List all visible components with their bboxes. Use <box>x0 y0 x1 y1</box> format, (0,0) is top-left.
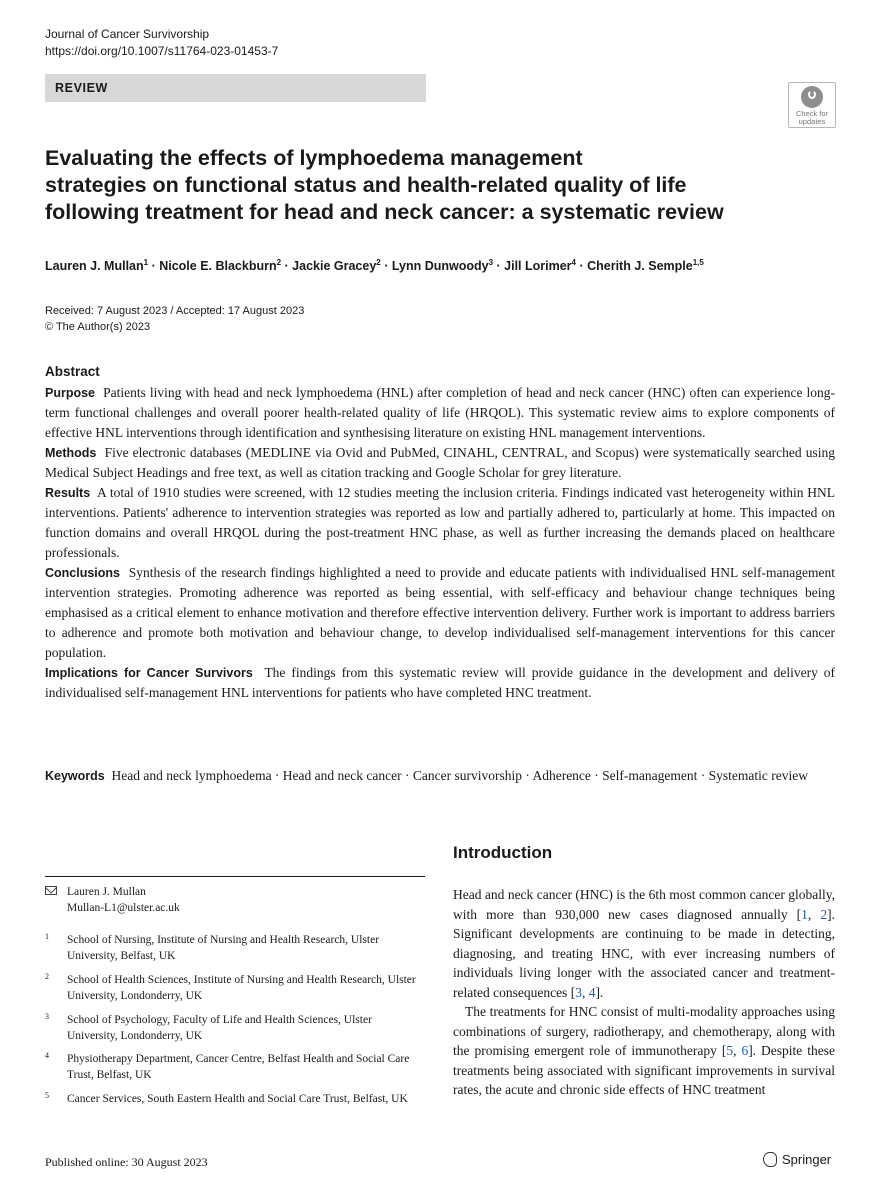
published-date: Published online: 30 August 2023 <box>45 1155 208 1169</box>
intro-text: ]. Significant developments are continuing to be made in detecting, diagnosing, and treating HNC, with ever increasing numbers of individuals living longer with the associated cancer and treatment-related consequences [ <box>453 906 835 1000</box>
received-accepted: Received: 7 August 2023 / Accepted: 17 August 2023 <box>45 305 305 317</box>
crossmark-icon <box>801 86 823 108</box>
affiliation-number: 5 <box>45 1091 49 1100</box>
author-list: Lauren J. Mullan$^1$ · Nicole E. Blackburn$^2$ · Jackie Gracey$^2$ · Lynn Dunwoody$^3$ · Jill Lorimer$^4$ · Cherith J. Semple$^{1,5}$ <box>45 258 704 274</box>
check-updates-line2: updates <box>798 117 826 126</box>
methods-label: Methods <box>45 446 97 460</box>
author-name[interactable]: Lauren J. Mullan <box>45 259 144 274</box>
keywords-text: Head and neck lymphoedema · Head and neck cancer · Cancer survivorship · Adherence · Self-management · Systematic review <box>111 768 808 783</box>
check-updates-line1: Check for <box>795 109 829 118</box>
citation-link[interactable]: 5 <box>726 1043 734 1058</box>
abstract-implications <box>45 663 835 703</box>
abstract-methods <box>45 443 835 483</box>
introduction-paragraph: The treatments for HNC consist of multi-modality approaches using combinations of surgery, radiotherapy, and chemotherapy, along with the promising emergent role of immunotherapy [5, 6]. Despite these treatments being associated with significant improvements in survival rates, the acute and chronic side effects of HNC treatment <box>453 1004 835 1097</box>
purpose-label: Purpose <box>45 386 96 400</box>
citation-link[interactable]: 2 <box>820 906 828 922</box>
check-for-updates-badge[interactable] <box>788 82 836 128</box>
publisher-logo <box>763 1152 831 1167</box>
conclusions-label: Conclusions <box>45 566 121 580</box>
author-affiliation: 1,5 <box>692 258 704 267</box>
abstract-heading: Abstract <box>45 364 100 379</box>
affiliation-number: 1 <box>45 932 49 941</box>
correspondence <box>45 884 180 916</box>
purpose-text: Patients living with head and neck lymphoedema (HNL) after completion of head and neck cancer (HNC) often can experience long-term functional challenges and overall poorer health-related quality of life (HRQOL). This systematic review aims to explore components of effective HNL interventions through identification and synthesising literature on existing HNL management interventions. <box>45 385 835 440</box>
footnote-divider <box>45 876 425 877</box>
title-line: strategies on functional status and health-related quality of life <box>45 173 687 197</box>
author-affiliation: 2 <box>376 258 381 267</box>
envelope-icon <box>45 886 57 895</box>
title-line: Evaluating the effects of lymphoedema management <box>45 146 583 170</box>
article-type-banner: REVIEW <box>45 74 426 102</box>
conclusions-text: Synthesis of the research findings highlighted a need to provide and educate patients with individualised HNL self-management intervention strategies. Promoting adherence was reported as being essential, with self-efficacy and behaviour change techniques being emphasised as a critical element to enhance motivation and therefore effective intervention delivery. Further work is important to address barriers to adherence and promote both motivation and behaviour change, to develop individualised self-management interventions for this cancer population. <box>45 565 835 660</box>
methods-text: Five electronic databases (MEDLINE via Ovid and PubMed, CINAHL, CENTRAL, and Scopus) were systematically searched using Medical Subject Headings and free text, as well as citation tracking and Google Scholar for grey literature. <box>45 445 836 480</box>
results-label: Results <box>45 486 91 500</box>
introduction-body <box>453 885 835 1100</box>
affiliation-number: 4 <box>45 1051 49 1060</box>
implications-label: Implications for Cancer Survivors <box>45 666 253 680</box>
author-name[interactable]: Lynn Dunwoody <box>391 259 489 274</box>
publisher-name: Springer <box>782 1152 832 1167</box>
springer-horse-icon <box>763 1152 777 1167</box>
affiliation <box>45 932 425 964</box>
citation-link[interactable]: 1 <box>801 906 808 922</box>
results-text: A total of 1910 studies were screened, with 12 studies meeting the inclusion criteria. Findings indicated vast heterogeneity within HNL interventions. Patients' adherence to intervention strategies was reported as low and partially adhered to, particularly at home. This impacted on function domains and overall HRQOL during the post-treatment HNC phase, as well as further increasing the demands placed on healthcare professionals. <box>45 485 835 560</box>
citation-link[interactable]: 3 <box>575 984 582 1000</box>
author-name[interactable]: Jill Lorimer <box>504 259 572 274</box>
keywords-section <box>45 766 835 786</box>
intro-text: ]. <box>595 984 604 1000</box>
article-title <box>45 145 805 226</box>
affiliation <box>45 1051 425 1083</box>
implications-text: The findings from this systematic review will provide guidance in the development and delivery of individualised self-management HNL interventions for patients who have completed HNC treatment. <box>45 665 836 700</box>
corresponding-email[interactable]: Mullan-L1@ulster.ac.uk <box>67 902 180 914</box>
intro-text: The treatments for HNC consist of multi-modality approaches using combinations of surgery, radiotherapy, and chemotherapy, along with the promising emergent role of immunotherapy [ <box>453 1004 835 1058</box>
citation-link[interactable]: 4 <box>588 984 596 1000</box>
affiliation <box>45 1012 425 1044</box>
affiliation-text: Cancer Services, South Eastern Health and Social Care Trust, Belfast, UK <box>67 1093 408 1105</box>
copyright: © The Author(s) 2023 <box>45 321 151 333</box>
affiliation <box>45 1091 425 1107</box>
author-affiliation: 3 <box>488 258 494 267</box>
abstract-section <box>45 364 835 703</box>
abstract-results <box>45 483 835 563</box>
affiliation-number: 3 <box>45 1012 49 1021</box>
article-dates <box>45 303 304 335</box>
affiliation-text: Physiotherapy Department, Cancer Centre, Belfast Health and Social Care Trust, Belfast, UK <box>67 1053 410 1081</box>
journal-header <box>45 26 278 60</box>
author-affiliation: 4 <box>571 258 576 267</box>
abstract-conclusions <box>45 563 835 663</box>
corresponding-author: Lauren J. Mullan <box>67 886 146 898</box>
introduction-paragraph: Head and neck cancer (HNC) is the 6th most common cancer globally, with more than 930,000 new cases diagnosed annually [1, 2]. Significant developments are continuing to be made in detecting, diagnosing, and treating HNC, with ever increasing numbers of individuals living longer with the associated cancer and treatment-related consequences [3, 4]. <box>453 887 835 1000</box>
affiliation-text: School of Health Sciences, Institute of Nursing and Health Research, Ulster University, Londonderry, UK <box>67 974 416 1002</box>
introduction-heading: Introduction <box>453 843 553 862</box>
keywords-label: Keywords <box>45 769 105 783</box>
author-name[interactable]: Jackie Gracey <box>292 259 377 274</box>
doi-link[interactable]: https://doi.org/10.1007/s11764-023-01453-7 <box>45 44 279 58</box>
intro-text: ]. Despite these treatments being associated with significant improvements in survival rates, the acute and chronic side effects of HNC treatment <box>453 1043 835 1097</box>
author-name[interactable]: Cherith J. Semple <box>587 259 693 274</box>
affiliation-text: School of Psychology, Faculty of Life and Health Sciences, Ulster University, Londonderry, UK <box>67 1014 372 1042</box>
intro-text: Head and neck cancer (HNC) is the 6th most common cancer globally, with more than 930,000 new cases diagnosed annually [ <box>453 887 835 922</box>
affiliation-number: 2 <box>45 972 49 981</box>
affiliation-text: School of Nursing, Institute of Nursing and Health Research, Ulster University, Belfast, UK <box>67 934 380 962</box>
affiliation <box>45 972 425 1004</box>
title-line: following treatment for head and neck cancer: a systematic review <box>45 200 724 224</box>
author-name[interactable]: Nicole E. Blackburn <box>159 259 277 274</box>
citation-link[interactable]: 6 <box>741 1043 749 1058</box>
journal-name: Journal of Cancer Survivorship <box>45 27 210 41</box>
author-affiliation: 2 <box>276 258 282 267</box>
abstract-purpose <box>45 383 835 443</box>
author-affiliation: 1 <box>143 258 149 267</box>
